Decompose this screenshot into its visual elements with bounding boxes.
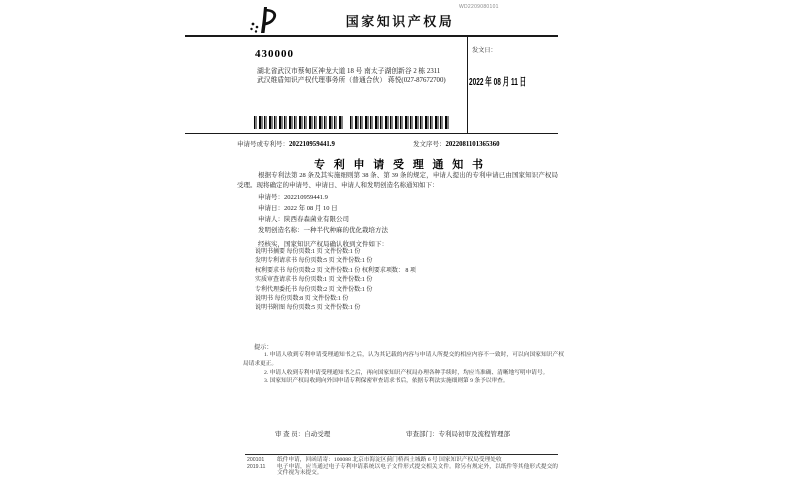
department-label: 审查部门： bbox=[406, 431, 439, 438]
received-document: 专利代理委托书 每份页数:2 页 文件份数:1 份 bbox=[255, 286, 373, 293]
field-row bbox=[258, 225, 388, 236]
recipient-address: 湖北省武汉市蔡甸区神龙大道 18 号 南太子湖创新谷 2 栋 2311 bbox=[257, 68, 441, 75]
examiner-row bbox=[275, 429, 330, 438]
field-value: 202210959441.9 bbox=[284, 194, 328, 201]
remarks-list bbox=[243, 351, 564, 386]
footer-efiling-instruction: 电子申请，应当通过电子专利申请系统以电子文件形式提交相关文件。除另有规定外，以纸件等其他形式提交的文件视为未提交。 bbox=[277, 463, 558, 476]
notice-title: 专 利 申 请 受 理 通 知 书 bbox=[314, 159, 486, 171]
divider-top bbox=[185, 35, 558, 37]
field-label: 发明创造名称： bbox=[258, 227, 304, 234]
field-value: 陕西春森菌业有限公司 bbox=[284, 216, 349, 223]
field-row bbox=[258, 203, 388, 214]
received-document: 权利要求书 每份页数:2 页 文件份数:1 份 权利要求项数： 8 项 bbox=[255, 267, 416, 274]
application-number-label: 申请号或专利号： bbox=[237, 141, 289, 148]
agency-title: 国家知识产权局 bbox=[345, 14, 455, 29]
dispatch-serial-label: 发文序号： bbox=[413, 141, 446, 148]
divider-vertical bbox=[467, 36, 468, 134]
remark-item: 3. 国家知识产权局收到向外国申请专利保密审查请求书后，依据专利法实施细则第 9 条予以审查。 bbox=[264, 378, 509, 385]
examiner-label: 审 查 员： bbox=[275, 431, 305, 438]
application-fields bbox=[258, 192, 388, 236]
dispatch-date: 2022 年 08 月 11 日 bbox=[469, 76, 527, 88]
divider-middle bbox=[185, 133, 558, 134]
dispatch-date-label: 发文日： bbox=[472, 47, 497, 54]
intro-paragraph: 根据专利法第 28 条及其实施细则第 38 条、第 39 条的规定，申请人提出的专利申请已由国家知识产权局受理。现将确定的申请号、申请日、申请人和发明创造名称通知如下： bbox=[237, 172, 558, 189]
received-document: 发明专利请求书 每份页数:5 页 文件份数:1 份 bbox=[255, 258, 373, 265]
field-label: 申请人： bbox=[258, 216, 284, 223]
received-document: 说明书附图 每份页数:5 页 文件份数:1 份 bbox=[255, 305, 361, 312]
field-label: 申请日： bbox=[258, 205, 284, 212]
received-document: 实质审查请求书 每份页数:1 页 文件份数:1 份 bbox=[255, 277, 373, 284]
remarks-title: 提示： bbox=[254, 344, 273, 351]
postal-code: 430000 bbox=[255, 48, 294, 60]
form-code: 200101 bbox=[247, 457, 265, 463]
barcode bbox=[254, 116, 343, 129]
recipient-agent: 武汉维盾知识产权代理事务所（普通合伙） 蒋悦(027-87672700) bbox=[257, 77, 446, 84]
remark-item: 2. 申请人收到专利申请受理通知书之后，再向国家知识产权局办理各种手续时，均应当准确、清晰地写明申请号。 bbox=[264, 369, 549, 376]
remark-item: 1. 申请人收到专利申请受理通知书之后，认为其记载的内容与申请人所提交的相应内容不一致时，可以向国家知识产权局请求更正。 bbox=[243, 352, 564, 367]
form-date: 2019.11 bbox=[247, 463, 266, 470]
barcode bbox=[350, 116, 450, 129]
dispatch-serial-row bbox=[413, 139, 500, 148]
dispatch-serial: 2022081101365360 bbox=[445, 141, 500, 148]
field-value: 2022 年 08 月 10 日 bbox=[284, 205, 338, 212]
application-number: 202210959441.9 bbox=[289, 141, 335, 148]
field-row bbox=[258, 214, 388, 225]
divider-footer bbox=[245, 454, 558, 455]
received-documents-list bbox=[255, 248, 416, 314]
footer-paper-instruction: 纸件申请，回函请寄：100088 北京市海淀区蓟门桥西土城路 6 号 国家知识产权局受理处收 bbox=[277, 457, 502, 463]
field-value: 一种半代种麻的优化栽培方法 bbox=[303, 227, 388, 234]
field-label: 申请号： bbox=[258, 194, 284, 201]
field-row bbox=[258, 192, 388, 203]
received-document: 说明书 每份页数:8 页 文件份数:1 份 bbox=[255, 296, 349, 303]
doc-code: WD2209080101 bbox=[459, 4, 499, 10]
examiner-value: 自动受理 bbox=[304, 431, 331, 438]
department-value: 专利局初审及流程管理部 bbox=[438, 431, 510, 438]
department-row bbox=[406, 429, 510, 438]
application-number-row bbox=[237, 139, 335, 148]
received-documents-intro: 经核实，国家知识产权局确认收到文件如下： bbox=[258, 241, 388, 248]
received-document: 说明书摘要 每份页数:1 页 文件份数:1 份 bbox=[255, 249, 361, 255]
